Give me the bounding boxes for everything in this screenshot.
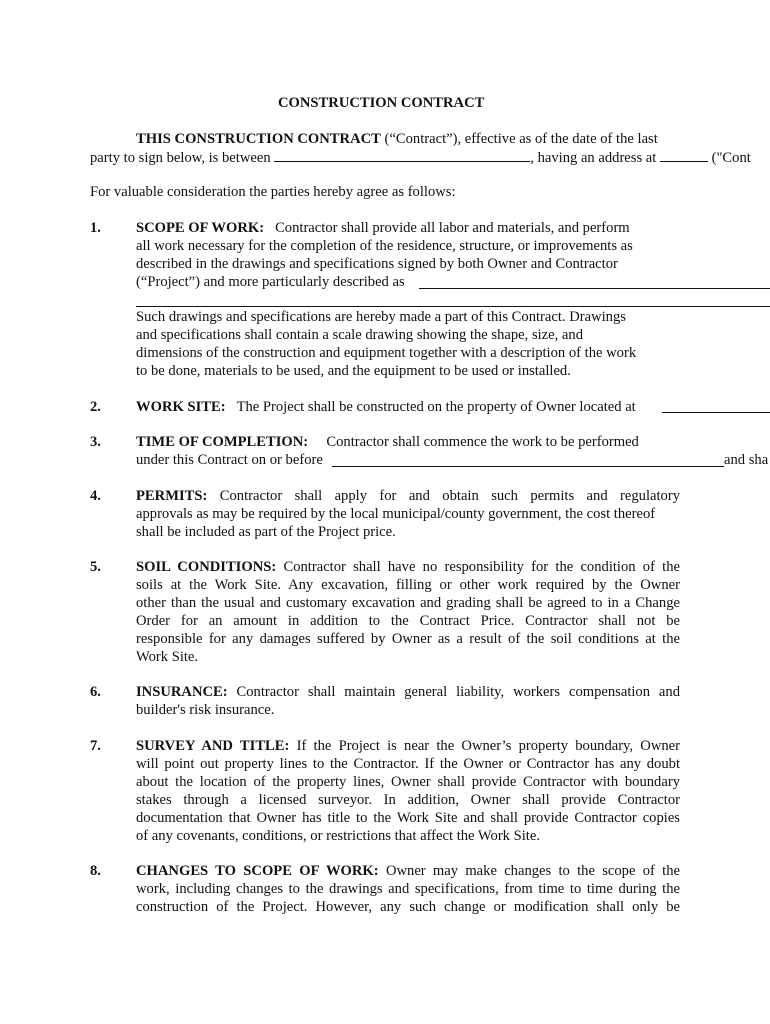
section-1-line-4: [136, 274, 405, 291]
address-blank[interactable]: [660, 149, 708, 162]
section-7-line-1: [136, 738, 680, 755]
work-site-blank[interactable]: [662, 412, 770, 413]
section-3-line-1: [136, 434, 639, 451]
section-1-line-6: and specifications shall contain a scale drawing showing the shape, size, and: [136, 327, 583, 343]
section-1-line-5: Such drawings and specifications are hereby made a part of this Contract. Drawings: [136, 309, 626, 325]
section-3-line-2: [136, 452, 323, 469]
page-title: CONSTRUCTION CONTRACT: [278, 95, 485, 111]
section-3-text-2: under this Contract on or before: [136, 452, 323, 468]
section-7-text-1: If the Project is near the Owner’s property boundary, Owner: [296, 738, 680, 754]
section-4-line-3: shall be included as part of the Project price.: [136, 524, 396, 540]
party-name-blank[interactable]: [274, 149, 530, 162]
section-4-heading: PERMITS:: [136, 488, 208, 504]
section-6-line-1: [136, 684, 680, 701]
section-1-text-1: Contractor shall provide all labor and materials, and perform: [275, 220, 630, 236]
section-7-heading: SURVEY AND TITLE:: [136, 738, 290, 754]
section-6-line-2: builder's risk insurance.: [136, 702, 275, 718]
section-4-line-1: [136, 488, 680, 505]
section-8-line-3: construction of the Project. However, any such change or modification shall only be: [136, 899, 680, 915]
project-description-blank-2[interactable]: [136, 306, 770, 307]
project-description-blank[interactable]: [419, 288, 770, 289]
section-7-line-6: of any covenants, conditions, or restrictions that affect the Work Site.: [136, 828, 540, 844]
section-3-text-1: Contractor shall commence the work to be performed: [326, 434, 639, 450]
intro-line-2: [90, 149, 751, 167]
section-1-heading: SCOPE OF WORK:: [136, 220, 265, 236]
section-1-line-3: described in the drawings and specifications signed by both Owner and Contractor: [136, 256, 618, 272]
section-2-heading: WORK SITE:: [136, 399, 226, 415]
section-6-heading: INSURANCE:: [136, 684, 228, 700]
section-7-line-3: about the location of the property lines, Owner shall provide Contractor with boundary: [136, 774, 680, 790]
section-8-number: 8.: [90, 863, 101, 879]
section-5-line-1: [136, 559, 680, 576]
section-5-heading: SOIL CONDITIONS:: [136, 559, 277, 575]
intro-line-2-b: , having an address at: [530, 150, 660, 166]
consideration-text: For valuable consideration the parties hereby agree as follows:: [90, 184, 456, 200]
section-2-number: 2.: [90, 399, 101, 415]
section-1-line-7: dimensions of the construction and equipment together with a description of the work: [136, 345, 637, 361]
section-1-line-8: to be done, materials to be used, and the equipment to be used or installed.: [136, 363, 571, 379]
section-4-text-1: Contractor shall apply for and obtain such permits and regulatory: [219, 488, 680, 504]
section-6-text-1: Contractor shall maintain general liability, workers compensation and: [236, 684, 680, 700]
section-8-heading: CHANGES TO SCOPE OF WORK:: [136, 863, 379, 879]
intro-bold: THIS CONSTRUCTION CONTRACT: [136, 131, 381, 147]
section-3-heading: TIME OF COMPLETION:: [136, 434, 309, 450]
section-7-line-4: stakes through a licensed surveyor. In addition, Owner shall provide Contractor: [136, 792, 680, 808]
section-4-line-2: approvals as may be required by the local municipal/county government, the cost thereof: [136, 506, 656, 522]
section-5-text-1: Contractor shall have no responsibility for the condition of the: [283, 559, 681, 575]
section-1-line-2: all work necessary for the completion of the residence, structure, or improvements as: [136, 238, 633, 254]
section-2-line-1: [136, 399, 636, 416]
section-3-line-2-end: and sha: [724, 452, 769, 468]
section-5-line-4: Order for an amount in addition to the Contract Price. Contractor shall not be: [136, 613, 680, 629]
commence-date-blank[interactable]: [332, 466, 724, 467]
section-2-text-1: The Project shall be constructed on the property of Owner located at: [236, 399, 636, 415]
intro-line-2-c: ("Cont: [707, 150, 751, 166]
section-3-number: 3.: [90, 434, 101, 450]
section-8-line-2: work, including changes to the drawings and specifications, from time to time during the: [136, 881, 680, 897]
intro-line-2-a: party to sign below, is between: [90, 150, 275, 166]
section-7-number: 7.: [90, 738, 101, 754]
section-7-line-2: will point out property lines to the Contractor. If the Owner or Contractor has any doubt: [136, 756, 680, 772]
section-7-line-5: documentation that Owner has title to the Work Site and shall provide Contractor copies: [136, 810, 680, 826]
section-5-line-5: responsible for any damages suffered by Owner as a result of the soil conditions at the: [136, 631, 680, 647]
section-5-line-3: other than the usual and customary excavation and grading shall be agreed to in a Change: [136, 595, 680, 611]
section-8-text-1: Owner may make changes to the scope of the: [385, 863, 680, 879]
section-1-number: 1.: [90, 220, 101, 236]
section-1-line-1: [136, 220, 630, 237]
intro-line-1-rest: (“Contract”), effective as of the date of the last: [380, 131, 658, 147]
section-5-number: 5.: [90, 559, 101, 575]
section-4-number: 4.: [90, 488, 101, 504]
section-6-number: 6.: [90, 684, 101, 700]
section-5-line-6: Work Site.: [136, 649, 199, 665]
section-1-text-4: (“Project”) and more particularly described as: [136, 274, 405, 290]
intro-line-1: [136, 131, 658, 148]
section-5-line-2: soils at the Work Site. Any excavation, filling or other work required by the Owner: [136, 577, 680, 593]
section-8-line-1: [136, 863, 680, 880]
